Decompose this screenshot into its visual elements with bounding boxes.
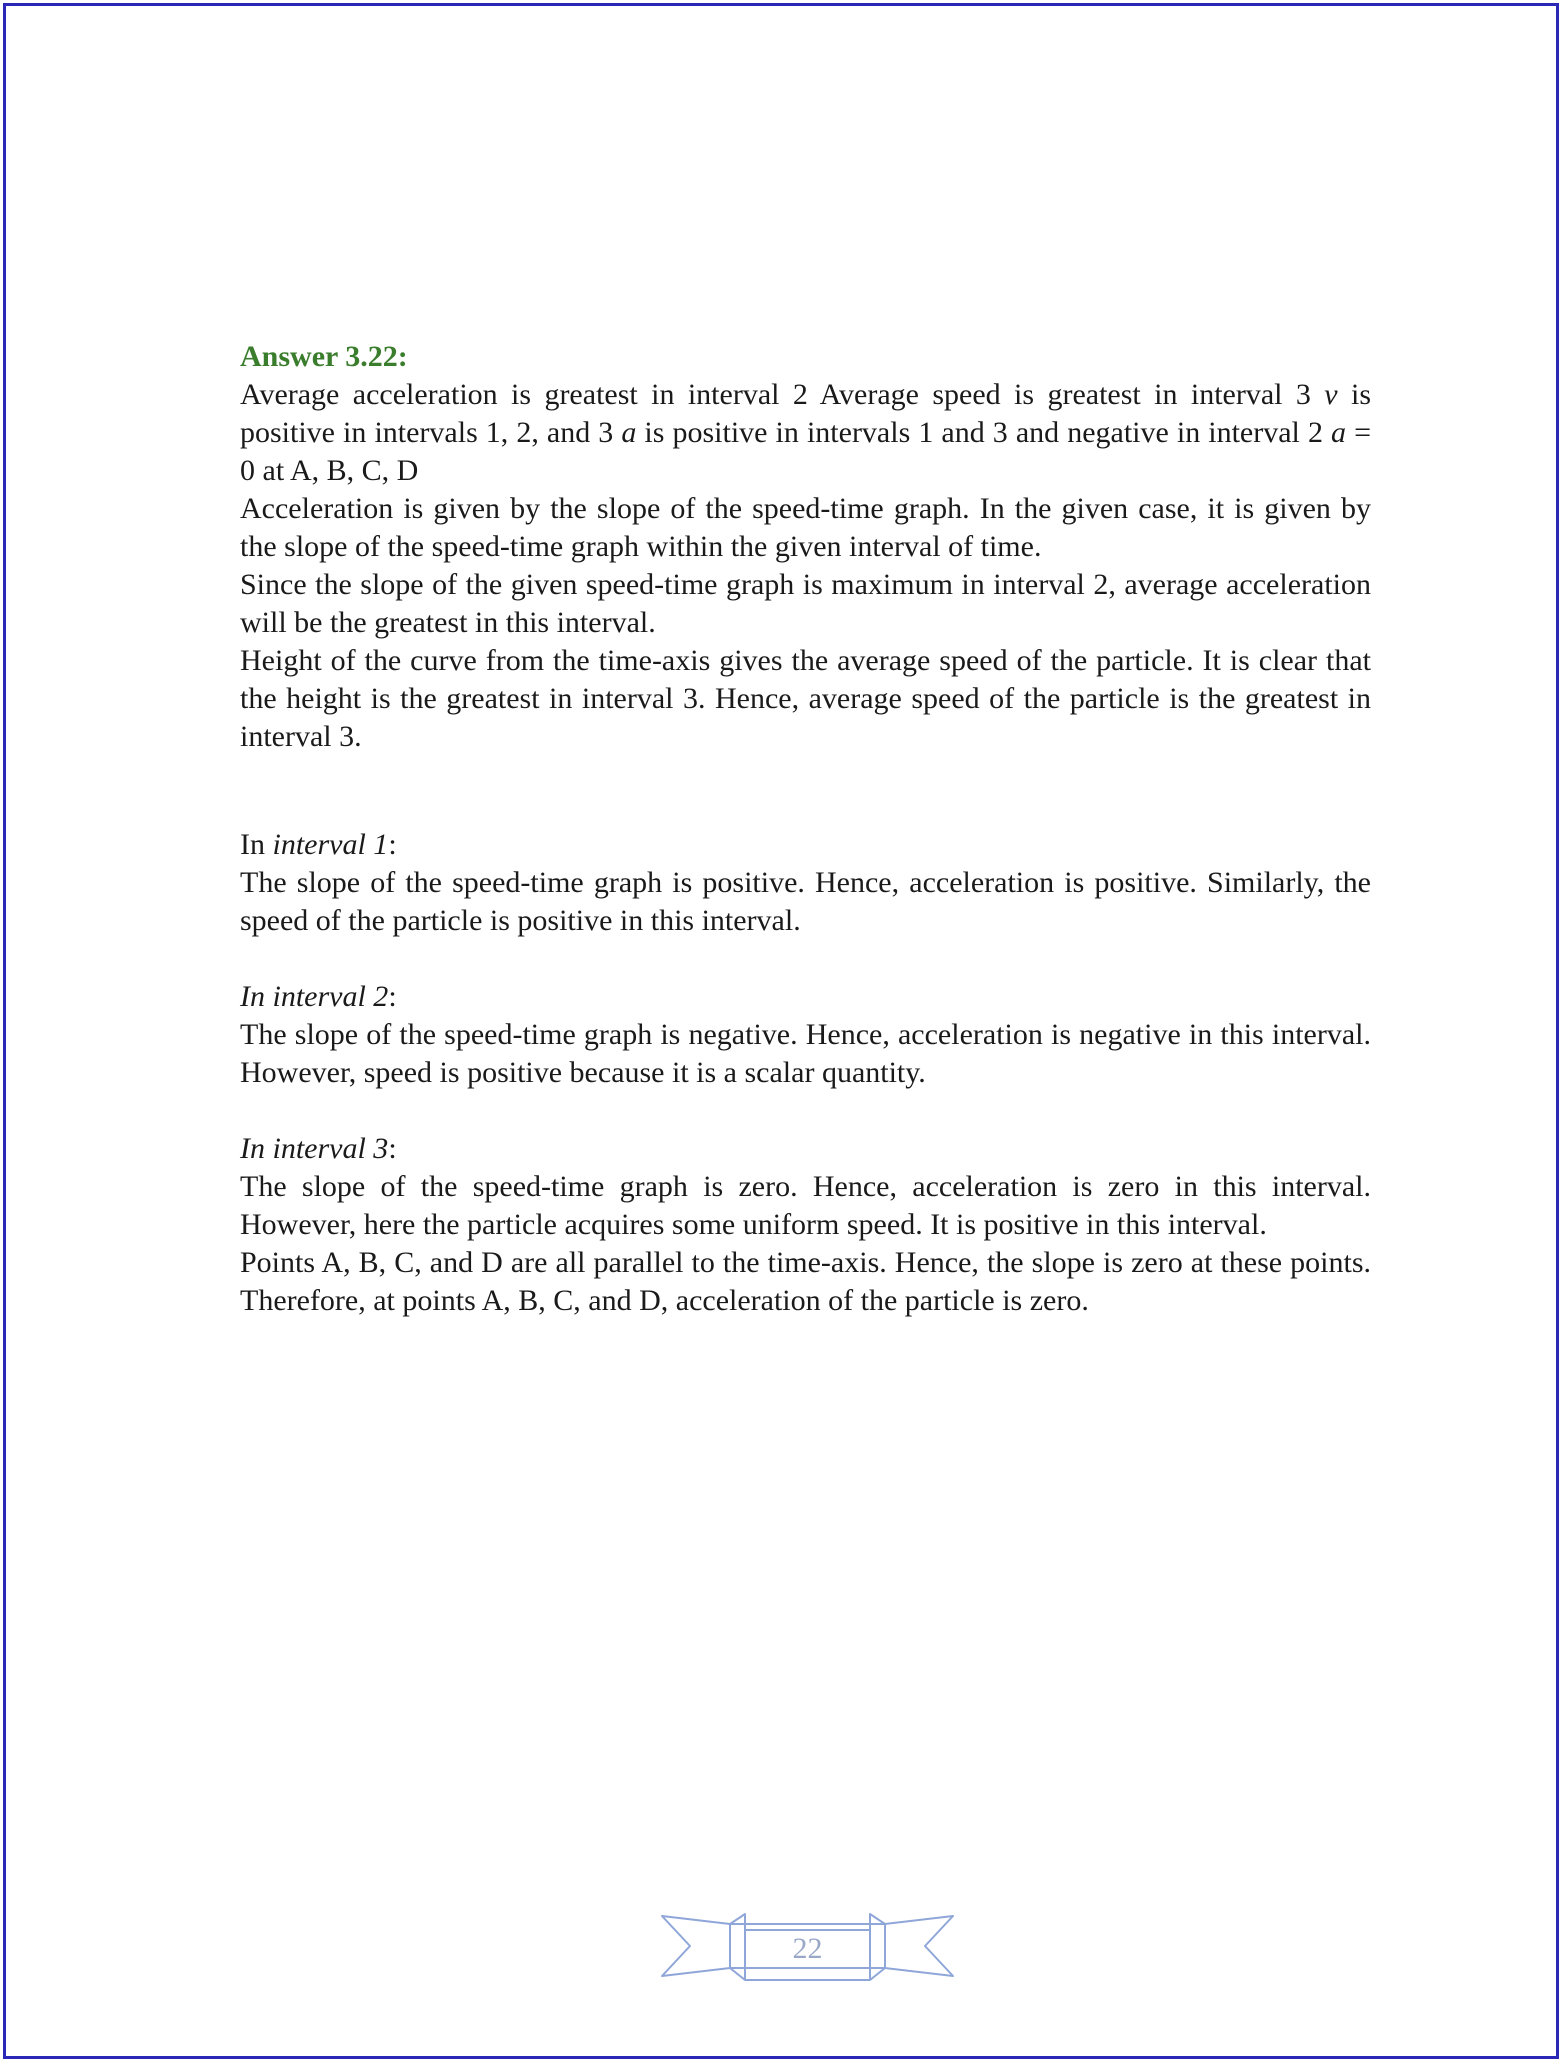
explanation-average-speed: Height of the curve from the time-axis gives the average speed of the particle. It is clear that the height is the greatest in interval 3. Hence, average speed of the particle is the greatest in interval 3. [240,644,1371,753]
page-number: 22 [792,1932,823,1965]
explanation-acceleration: Acceleration is given by the slope of the speed-time graph. In the given case, it is given by the slope of the speed-time graph within the given interval of time. [240,492,1371,563]
spacer [240,940,1371,978]
interval-1-text: The slope of the speed-time graph is positive. Hence, acceleration is positive. Similarly, the speed of the particle is positive in this interval. [240,866,1371,937]
answer-heading: Answer 3.22: [240,340,408,373]
interval-2-text: The slope of the speed-time graph is negative. Hence, acceleration is negative in this interval. However, speed is positive because it is a scalar quantity. [240,1018,1371,1089]
points-text: Points A, B, C, and D are all parallel to the time-axis. Hence, the slope is zero at these points. Therefore, at points A, B, C, and D, acceleration of the particle is zero. [240,1246,1371,1317]
spacer [240,756,1371,826]
interval-3-text: The slope of the speed-time graph is zero. Hence, acceleration is zero in this interval. However, here the particle acquires some uniform speed. It is positive in this interval. [240,1170,1371,1241]
page-footer-ribbon [660,1910,955,1984]
interval-3-heading: In interval 3: [240,1132,397,1165]
explanation-max-slope: Since the slope of the given speed-time graph is maximum in interval 2, average acceleration will be the greatest in this interval. [240,568,1371,639]
answer-section [240,338,1371,1320]
interval-2-heading: In interval 2: [240,980,397,1013]
spacer [240,1092,1371,1130]
answer-summary: Average acceleration is greatest in interval 2 Average speed is greatest in interval 3 v is positive in intervals 1, 2, and 3 a is positive in intervals 1 and 3 and negative in interval 2 a = 0 at A, B, C, D [240,378,1371,487]
interval-1-heading: In interval 1: [240,828,397,861]
